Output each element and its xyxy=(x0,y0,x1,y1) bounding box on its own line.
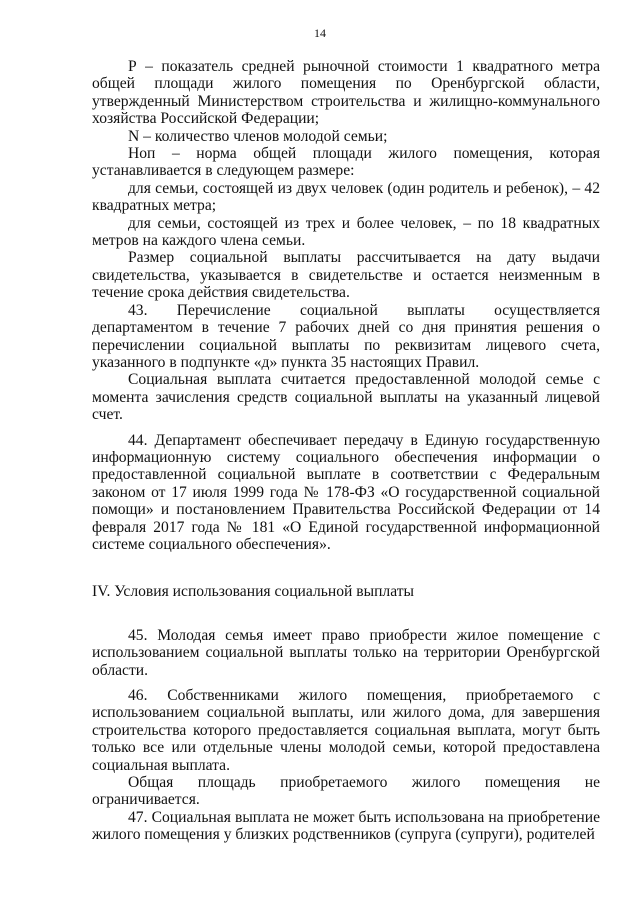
paragraph-43-continued: Социальная выплата считается предоставленной молодой семье с момента зачисления средств социальной выплаты на указанный лицевой счет. xyxy=(92,371,600,424)
paragraph-47: 47. Социальная выплата не может быть использована на приобретение жилого помещения у близких родственников (супруга (супруги), родителей xyxy=(92,808,600,844)
paragraph-two-person-family: для семьи, состоящей из двух человек (один родитель и ребенок), – 42 квадратных метра; xyxy=(92,179,600,215)
paragraph-46: 46. Собственниками жилого помещения, приобретаемого с использованием социальной выплаты, или жилого дома, для завершения строительства которого предоставляется социальная выплата, могут быть только все или отдельные члены молодой семьи, которой предоставлена социальная выплата. xyxy=(92,687,600,774)
paragraph-n-definition: N – количество членов молодой семьи; xyxy=(128,127,388,145)
paragraph-45: 45. Молодая семья имеет право приобрести жилое помещение с использованием социальной выплаты только на территории Оренбургской области. xyxy=(92,626,600,679)
paragraph-46-area: Общая площадь приобретаемого жилого помещения не ограничивается. xyxy=(92,774,600,809)
paragraph-43: 43. Перечисление социальной выплаты осуществляется департаментом в течение 7 рабочих дней со дня принятия решения о перечислении социальной выплаты по реквизитам лицевого счета, указанного в подпункте «д» пункта 35 настоящих Правил. xyxy=(92,301,600,371)
paragraph-44: 44. Департамент обеспечивает передачу в Единую государственную информационную систему социального обеспечения информации о предоставленной социальной выплате в соответствии с Федеральным законом от 17 июля 1999 года № 178-ФЗ «О государственной социальной помощи» и постановлением Правительства Российской Федерации от 14 февраля 2017 года № 181 «О Единой государственной информационной системе социального обеспечения». xyxy=(92,431,600,553)
paragraph-p-definition: Р – показатель средней рыночной стоимости 1 квадратного метра общей площади жилого помещения по Оренбургской области, утвержденный Министерством строительства и жилищно-коммунального хозяйства Российской Федерации; xyxy=(92,58,600,128)
section-heading: IV. Условия использования социальной выплаты xyxy=(92,583,415,601)
page-number: 14 xyxy=(314,26,326,40)
paragraph-payment-size: Размер социальной выплаты рассчитывается на дату выдачи свидетельства, указывается в свидетельстве и остается неизменным в течение срока действия свидетельства. xyxy=(92,249,600,302)
document-body xyxy=(92,58,600,844)
paragraph-nop-definition: Ноп – норма общей площади жилого помещения, которая устанавливается в следующем размере: xyxy=(92,145,600,180)
paragraph-three-person-family: для семьи, состоящей из трех и более человек, – по 18 квадратных метров на каждого члена семьи. xyxy=(92,214,600,250)
